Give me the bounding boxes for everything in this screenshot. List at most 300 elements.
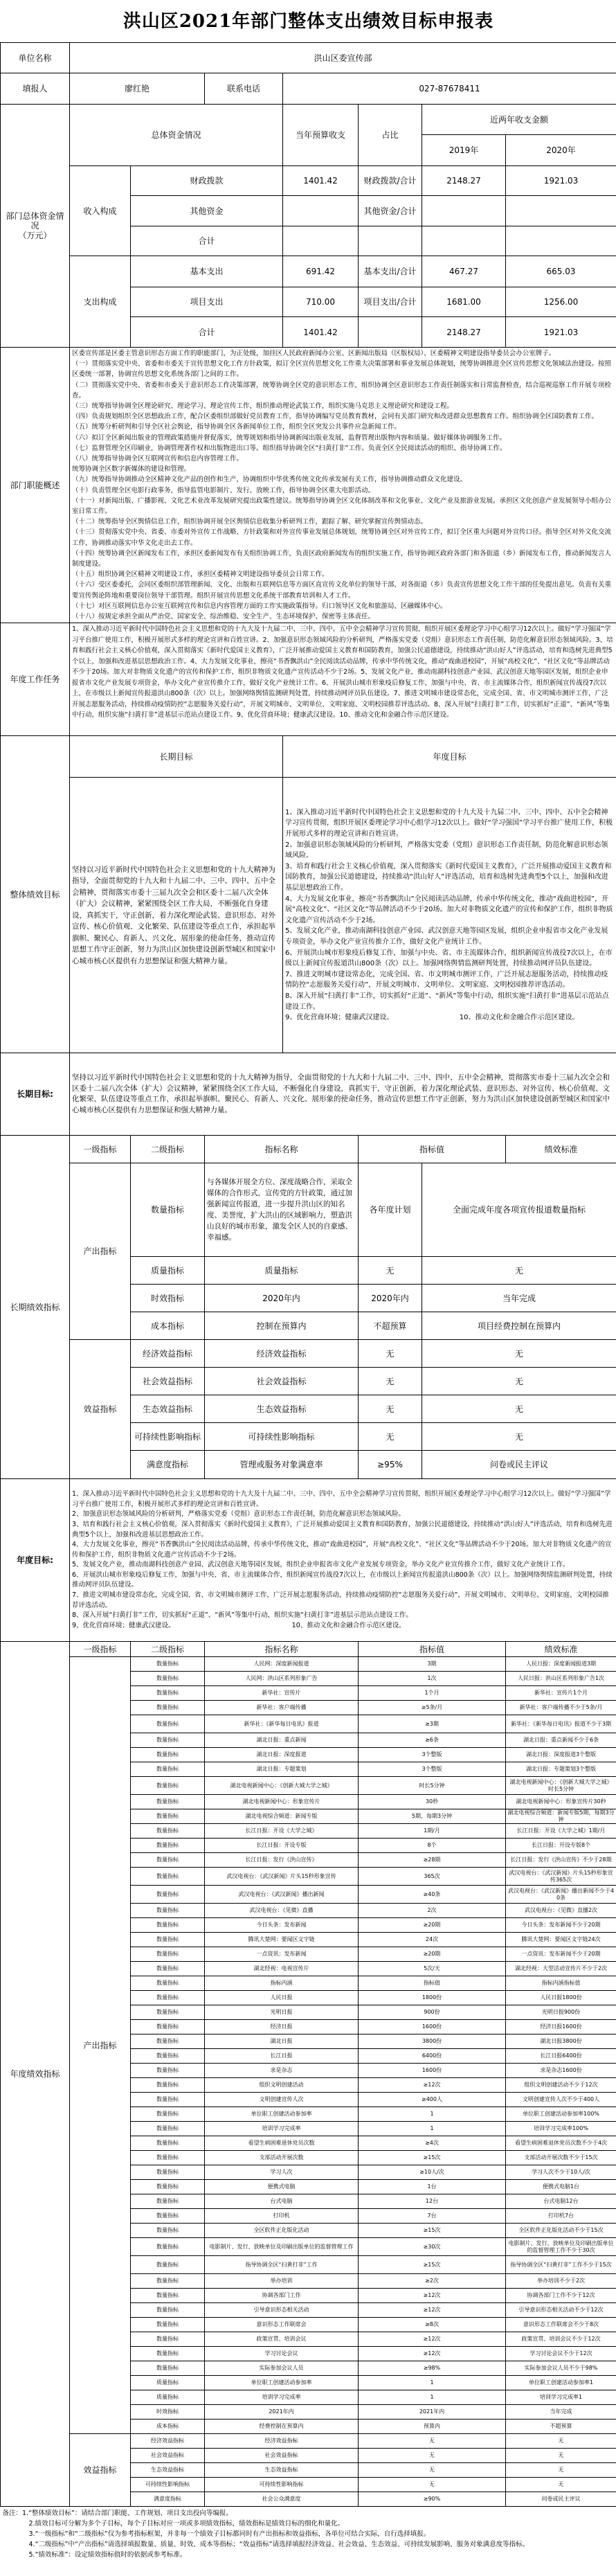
indicator-value: 1次: [359, 1672, 506, 1686]
level2-indicator: 时效指标: [131, 1285, 205, 1312]
indicator-name: 便携式电脑: [205, 2180, 359, 2194]
indicator-value: 365次: [359, 1868, 506, 1886]
fund-2020-value: 1256.00: [506, 287, 616, 317]
level2-indicator: 数量指标: [131, 2078, 205, 2093]
performance-standard: 打印机7台: [506, 2209, 616, 2224]
annual-goal-item: 2、加强意识形态领域风险的分析研判，严格落实党委（党组）意识形态工作责任制，防范化解意识形态领域风险。: [285, 840, 614, 861]
indicator-value: 3个整版: [359, 1748, 506, 1762]
indicator-name: 光明日报: [205, 2005, 359, 2020]
level2-indicator: 数量指标: [131, 1163, 205, 1257]
level2-indicator: 时效指标: [131, 2405, 205, 2420]
fund-item-name: 项目支出: [131, 287, 283, 317]
indicator-value: 无: [359, 1395, 422, 1423]
indicator-name: 单位职工创建活动参加率: [205, 2107, 359, 2122]
performance-standard: 组织文明创建活动不少于12次: [506, 2078, 616, 2093]
annual-goal-list: [283, 778, 616, 1053]
fund-ratio: [359, 317, 422, 348]
performance-standard: 求是杂志1600份: [506, 2064, 616, 2078]
indicator-name: 引导意识形态相关活动: [205, 2303, 359, 2318]
level2-indicator: 数量指标: [131, 1657, 205, 1672]
function-line: 区委宣传部是区委主管意识形态方面工作的职能部门，为正处级，加挂区人民政府新闻办公室、区新闻出版局（区版权局）、区委精神文明建设指导委员会办公室牌子。: [72, 348, 614, 359]
indicator-value: 2020年内: [359, 1285, 422, 1312]
unit-label: 单位名称: [1, 43, 70, 73]
level2-indicator: 数量指标: [131, 2224, 205, 2238]
performance-standard: 不超预算: [506, 2420, 616, 2434]
performance-standard: 湖北电视新闻中心：形象宣传片30秒: [506, 1795, 616, 1809]
indicator-value: 3800份: [359, 2034, 506, 2049]
indicator-value: ≥2次: [359, 2274, 506, 2289]
indicator-name: 支部活动开展次数: [205, 2151, 359, 2165]
performance-standard: 项目经费控制在预算内: [422, 1312, 616, 1340]
indicator-value: ≥95%: [359, 1451, 422, 1479]
fund-item-name: 基本支出: [131, 256, 283, 287]
col-level2: 二级指标: [131, 1136, 205, 1163]
annual-goal-item: 3、培育和践行社会主义核心价值观，深入贯彻落实《新时代爱国主义教育》，广泛开展推动爱国主义教育和国防教育，加强公民道德建设，持续推动“洪山好人”评选活动，培育和选树先进典型5个以上，加强和改进基层思想政治工作。: [72, 1520, 614, 1540]
level2-indicator: 数量指标: [131, 1868, 205, 1886]
level2-indicator: 质量指标: [131, 1257, 205, 1285]
indicator-name: 经济日报: [205, 2020, 359, 2034]
indicator-value: ≥400人: [359, 2093, 506, 2107]
level2-indicator: 数量指标: [131, 2289, 205, 2303]
level2-indicator: 生态效益指标: [131, 2463, 205, 2478]
functions-label: 部门职能概述: [1, 348, 70, 623]
indicator-name: 与各媒体开展全方位、深度战略合作，采取全媒体的合作形式，宣传党的方针政策，通过加强新闻宣传报道，进一步提升洪山区的知名度、美誉度，扩大洪山的区域影响力，塑造洪山良好的城市形象，激发全区人民的自豪感、幸福感。: [205, 1163, 359, 1257]
annual-goal-item: 6、开展洪山城市形象疫后修复工作，加强与中央、省、市主流媒体合作，组织新闻宣传战役7次以上，在市级以上新闻宣传报道洪山800条（次）以上。加强网络舆情监测研判处置，持续推动网评员队伍建设。: [285, 948, 614, 969]
function-line: （十六）受区委委托，会同区委组织部管理新闻、文化、出版和互联网信息等方面区直宣传文化单位的领导干部，对各街道（乡）负责宣传思想文化工作干部的任免提出意见。负责有关重要宣传舆论阵地和重要岗位领导干部管理。组织开展宣传思想文化系统干部教育培训和人才工作。: [72, 580, 614, 600]
phone-label: 联系电话: [205, 73, 283, 105]
indicator-name: 打印机: [205, 2209, 359, 2224]
filler-label: 填报人: [1, 73, 70, 105]
col-2019: 2019年: [422, 135, 506, 166]
indicator-value: 3个整版: [359, 1762, 506, 1777]
performance-standard: 文明创建宣传人次不少于400人: [506, 2093, 616, 2107]
level2-indicator: 数量指标: [131, 1748, 205, 1762]
indicator-value: ≥12次: [359, 2078, 506, 2093]
level2-indicator: 经济效益指标: [131, 1340, 205, 1368]
indicator-name: 经济效益指标: [205, 1340, 359, 1368]
annual-goal-item: 4、大力发展文化事业，擦亮“书香飘洪山”全民阅读活动品牌，传承中华传统文化，推动“戏曲进校园”，开展“高校文化”、“社区文化”等品牌活动不少于20场。加大对非物质文化遗产的宣传和保护工作，组织非物质文化遗产宣传活动不少于2场。: [285, 894, 614, 927]
col-ratio: 占比: [359, 105, 422, 166]
indicator-value: 无: [359, 2434, 506, 2449]
indicator-name: 湖北电视新闻中心：形象宣传片: [205, 1795, 359, 1809]
long-term-goal-text: 坚持以习近平新时代中国特色社会主义思想和党的十九大精神为指导，全面贯彻党的十九大和十九届二中、三中、四中、五中全会精神，贯彻落实市委十三届九次全会和区委十二届八次全体（扩大）会议精神，紧紧围绕全区工作大局，不断强化自身建设，真抓实干，守正创新，着力深化理论武装、意识形态、对外宣传、核心价值观、文化繁荣、队伍建设等重点工作，承担起举旗帜、聚民心、育新人、兴文化、展形象的使命任务，推动宣传思想工作守正创新，努力为洪山区加快建设创新型城区和国家中心城市核心区提供有力思想保证和强大精神力量。: [70, 778, 283, 1053]
long-term-label: 长期目标:: [1, 1053, 70, 1136]
fund-2019-value: 1681.00: [422, 287, 506, 317]
performance-standard: 单位职工创建活动参加率1: [506, 2376, 616, 2390]
annual-goal-item: 9、优化营商环境；健康武汉建设。 10、推动文化和金融合作示范区建设。: [285, 1012, 614, 1023]
performance-standard: 新华社：《新华每日电讯》报道不少于3期: [506, 1715, 616, 1733]
note-line: 3.“一级指标”和“二级指标”仅为参考指标框架，并非每一个绩效子目标都同时有产出指标和效益指标，各单位可结合实际，自行选择填报。: [3, 2529, 615, 2539]
fund-budget-value: [283, 196, 359, 226]
level2-indicator: 数量指标: [131, 2209, 205, 2224]
indicator-value: 1: [359, 2390, 506, 2405]
indicator-name: 协调各部门工作: [205, 2289, 359, 2303]
level2-indicator: 质量指标: [131, 2376, 205, 2390]
indicator-value: ≥90%: [359, 2492, 506, 2507]
output-indicator-label: 产出指标: [70, 1657, 131, 2434]
indicator-value: 不超预算: [359, 1312, 422, 1340]
performance-standard: 协调各部门工作不少于12次: [506, 2289, 616, 2303]
level2-indicator: 数量指标: [131, 1795, 205, 1809]
performance-standard: 电影制片、发行、放映单位及印刷出版单位的监督管理工作不少于30次: [506, 2238, 616, 2256]
indicator-value: 5次/天: [359, 1962, 506, 1976]
indicator-value: ≥3期: [359, 1715, 506, 1733]
indicator-name: 湖北电视新闻中心：《创新大城大学之城》: [205, 1777, 359, 1795]
indicator-value: 2021年内: [359, 2405, 506, 2420]
level2-indicator: 可持续性影响指标: [131, 2478, 205, 2492]
indicator-value: ≥10人/次: [359, 2165, 506, 2180]
indicator-name: 一点资讯：发布新闻: [205, 1947, 359, 1962]
indicator-value: ≥12次: [359, 2303, 506, 2318]
performance-standard: 培训学习完成率100%: [506, 2122, 616, 2136]
indicator-value: 各年度计划: [359, 1163, 422, 1257]
indicator-name: 经济效益指标: [205, 2434, 359, 2449]
function-line: （十七）对区互联网信息办公室互联网宣传和信息内容管理方面的工作实施政策指导。归口领导区文化和旅游局、区融媒体中心。: [72, 601, 614, 611]
indicator-value: 30秒: [359, 1795, 506, 1809]
performance-standard: 新华社：宣传片1个月: [506, 1686, 616, 1701]
performance-standard: 单位职工创建活动参加率100%: [506, 2107, 616, 2122]
col-indicator-value: 指标值: [359, 1136, 506, 1163]
function-line: （十二）统筹指导全区舆情信息工作，组织协调开展全区舆情信息收集分析研判工作，跟踪了解、研究掌握宣传舆情动态。: [72, 517, 614, 527]
level2-indicator: 数量指标: [131, 1672, 205, 1686]
fund-2019-value: 467.27: [422, 256, 506, 287]
col-standard: 绩效标准: [506, 1136, 616, 1163]
performance-standard: 全区软件正化版化活动不少于15次: [506, 2224, 616, 2238]
indicator-value: 指标值: [359, 1976, 506, 1991]
level2-indicator: 数量指标: [131, 1809, 205, 1824]
level2-indicator: 数量指标: [131, 1991, 205, 2005]
performance-standard: 长江日报6400份: [506, 2049, 616, 2064]
level2-indicator: 数量指标: [131, 2122, 205, 2136]
performance-standard: 指标内涵指标值: [506, 1976, 616, 1991]
indicator-value: 6400份: [359, 2049, 506, 2064]
fund-2020-value: 1921.03: [506, 317, 616, 348]
performance-standard: 长江日报：发行《洪山宣传》不少于28期: [506, 1853, 616, 1868]
level2-indicator: 生态效益指标: [131, 1395, 205, 1423]
function-line: （二）贯彻落实党中央、省委和市委关于意识形态工作决策部署，统筹协调全区党的意识形态工作，组织协调全区意识形态工作责任制落实和日常监督检查，结合巡视巡察工作开展专项检查。: [72, 380, 614, 401]
level2-indicator: 数量指标: [131, 2238, 205, 2256]
col-2020: 2020年: [506, 135, 616, 166]
notes: [1, 2507, 616, 2576]
indicator-name: 武汉电视台：《武汉新闻》播出新闻: [205, 1886, 359, 1904]
annual-goal-label: 年度目标:: [1, 1479, 70, 1642]
level2-indicator: 社会效益指标: [131, 1368, 205, 1395]
indicator-value: 无: [359, 2478, 506, 2492]
level2-indicator: 数量指标: [131, 2136, 205, 2151]
indicator-name: 电影制片、发行、放映单位及印刷出版单位的监督管理工作: [205, 2238, 359, 2256]
indicator-value: 1: [359, 2122, 506, 2136]
performance-standard: 当年完成: [506, 2405, 616, 2420]
indicator-name: 湖北日报：重点新闻: [205, 1733, 359, 1748]
performance-standard: 问卷或民主评议: [506, 2492, 616, 2507]
indicator-name: 意识形态工作联席会: [205, 2318, 359, 2332]
phone-value: 027-87678411: [283, 73, 616, 105]
fund-item-name: 合计: [131, 226, 283, 256]
performance-standard: 意识形态工作联席会不少于8次: [506, 2318, 616, 2332]
performance-standard: 湖北日报：重点新闻不少于6条: [506, 1733, 616, 1748]
indicator-value: 无: [359, 1340, 422, 1368]
level2-indicator: 数量指标: [131, 1686, 205, 1701]
fund-item-name: 财政拨款: [131, 166, 283, 196]
indicator-name: 新华社：宣传片: [205, 1686, 359, 1701]
indicator-value: 无: [359, 2449, 506, 2463]
performance-standard: 长江日报：开设《大学之城》1期/月: [506, 1824, 616, 1839]
level2-indicator: 经济效益指标: [131, 2434, 205, 2449]
performance-standard: 长江日报：开设专版8个: [506, 1839, 616, 1853]
indicator-name: 可持续性影响指标: [205, 1423, 359, 1451]
level2-indicator: 数量指标: [131, 1762, 205, 1777]
function-line: （十八）按规定承担全面从严治党、国家安全、综治维稳、安全生产、生态环境保护、保密等主体责任。: [72, 611, 614, 622]
indicator-name: 新华社：《新华每日电讯》报道: [205, 1715, 359, 1733]
indicator-name: 举办培训: [205, 2274, 359, 2289]
performance-standard: 武汉电视台：《见微》直播2次: [506, 1904, 616, 1918]
indicator-value: 12台: [359, 2194, 506, 2209]
level2-indicator: 数量指标: [131, 1824, 205, 1839]
function-line: （五）统筹分析研判和引导全区社会舆论，指导协调全区各新闻单位工作，组织全区突发公共事件应急新闻工作。: [72, 422, 614, 432]
indicator-name: 可持续性影响指标: [205, 2478, 359, 2492]
indicator-name: 长江日报：开设《大学之城》: [205, 1824, 359, 1839]
level2-indicator: 数量指标: [131, 1886, 205, 1904]
income-label: 收入构成: [70, 166, 131, 256]
indicator-value: 无: [359, 2463, 506, 2478]
indicator-value: ≥28期: [359, 1853, 506, 1868]
indicator-value: 8个: [359, 1839, 506, 1853]
indicator-name: 组织文明创建活动: [205, 2078, 359, 2093]
fund-ratio: 基本支出/合计: [359, 256, 422, 287]
col-recent-years: 近两年收支金额: [422, 105, 616, 135]
performance-standard: 湖北日报3800份: [506, 2034, 616, 2049]
col-budget: 当年预算收支: [283, 105, 359, 166]
indicator-name: 2021年内: [205, 2405, 359, 2420]
function-line: （十四）统筹协调全区新闻发布工作，承担区委新闻发布有关组织协调工作，负责区政府新闻发布的组织实施工作，指导协调区政府各部门和各街道（乡）新闻发布工作，推动新闻发言人制度建设。: [72, 548, 614, 569]
col-level1: 一级指标: [70, 1136, 131, 1163]
performance-standard: 台式电脑12台: [506, 2194, 616, 2209]
indicator-value: ≥15次: [359, 2151, 506, 2165]
performance-standard: 一点资讯：发布新闻不少于20期: [506, 1947, 616, 1962]
annual-goal-item: 7、推进文明城市建设常态化，完成全国、省、市文明城市测评工作，广泛开展志愿服务活动，持续推动疫情防控“志愿服务关爱行动”，开展文明城市、文明单位、文明家庭、文明校园推荐评选活动。: [72, 1591, 614, 1611]
col-indicator-value: 指标值: [359, 1642, 506, 1657]
performance-standard: 看望生病困难退休党员次数不少于4次: [506, 2136, 616, 2151]
col-level2: 二级指标: [131, 1642, 205, 1657]
function-line: （八）统筹指导协调全区互联网宣传和信息内容管理工作。: [72, 454, 614, 464]
fund-ratio: 其他资金/合计: [359, 196, 422, 226]
filler-value: 廖红艳: [70, 73, 205, 105]
annual-goal-item: 5、发展文化产业，推动南湖科技创意产业园、武汉创意天地等园区发展，组织企业申报省市文化产业发展专项资金，举办文化产业宣传推介工作，做好文化产业统计工作。: [72, 1560, 614, 1571]
indicator-name: 学习人次: [205, 2165, 359, 2180]
indicator-name: 看望生病困难退休党员次数: [205, 2136, 359, 2151]
annual-goal-item: 8、深入开展“扫黄打非”工作，切实抓好“正道”、“新风”等集中行动，组织实施“扫黄打非”进基层示范站点建设工作。: [285, 991, 614, 1012]
indicator-name: 新华社：客户端传播: [205, 1701, 359, 1715]
level2-indicator: 数量指标: [131, 2107, 205, 2122]
note-line: 2.绩效目标可分解为多个子目标，每个子目标对应一项或多项绩效指标，绩效指标是绩效目标的细化和量化。: [3, 2519, 615, 2529]
function-line: （十三）贯彻落实党中央、省委、市委对外宣传工作战略、方针政策和对外宣传事业发展总体规划，统筹协调全区对外宣传工作，拟订全区重大问题对外宣传口径。指导全区对外文化交流工作，协调推动落实中华文化走出去工作。: [72, 527, 614, 548]
level2-indicator: 数量指标: [131, 2034, 205, 2049]
function-line: （十）负责管理全区电影行政事务，指导监管电影制片、发行、放映工作，指导协调全区重大电影活动。: [72, 485, 614, 496]
performance-standard: 培训学习完成率1: [506, 2390, 616, 2405]
col-level1: 一级指标: [70, 1642, 131, 1657]
function-line: （六）拟订全区新闻出版业的管理政策措施并督促落实，统筹规划和指导协调新闻出版业发展，监督管理出版物内容和质量。做好媒体协调服务工作。: [72, 433, 614, 443]
indicator-value: 无: [359, 1423, 422, 1451]
performance-standard: 无: [422, 1340, 616, 1368]
level2-indicator: 数量指标: [131, 2093, 205, 2107]
level2-indicator: 数量指标: [131, 1976, 205, 1991]
indicator-value: 24次: [359, 1933, 506, 1947]
col-indicator-name: 指标名称: [205, 1642, 359, 1657]
indicator-name: 质量指标: [205, 1257, 359, 1285]
indicator-value: 时长5分钟: [359, 1777, 506, 1795]
level2-indicator: 数量指标: [131, 2151, 205, 2165]
indicator-name: 人民日报: [205, 1991, 359, 2005]
level2-indicator: 数量指标: [131, 1853, 205, 1868]
indicator-name: 指标内涵: [205, 1976, 359, 1991]
performance-standard: 今日头条：发布新闻不少于20期: [506, 1918, 616, 1933]
expense-label: 支出构成: [70, 256, 131, 348]
performance-standard: 无: [506, 2434, 616, 2449]
function-line: （三）统筹指导协调全区理论研究、理论学习、理论宣传工作，组织推动理论武装工作，组织实施马克思主义理论研究和建设工程。: [72, 401, 614, 411]
indicator-name: 社会公众满意度: [205, 2492, 359, 2507]
level2-indicator: 数量指标: [131, 2194, 205, 2209]
benefit-indicator-label: 效益指标: [70, 1340, 131, 1479]
indicator-value: ≥12次: [359, 2332, 506, 2347]
indicator-name: 人民网：深度新闻报道: [205, 1657, 359, 1672]
fund-budget-value: 691.42: [283, 256, 359, 287]
indicator-value: ≥15次: [359, 2256, 506, 2274]
indicator-value: ≥5条/月: [359, 1701, 506, 1715]
indicator-value: 1期/月: [359, 1824, 506, 1839]
performance-standard: 便携式电脑1台: [506, 2180, 616, 2194]
indicator-value: ≥20期: [359, 1947, 506, 1962]
fund-item-name: 合计: [131, 317, 283, 348]
level2-indicator: 数量指标: [131, 1947, 205, 1962]
performance-standard: 无: [422, 1395, 616, 1423]
level2-indicator: 数量指标: [131, 2361, 205, 2376]
long-indicators-label: 长期绩效指标: [1, 1136, 70, 1479]
performance-standard: 实际参加会议人员不少于98%: [506, 2361, 616, 2376]
fund-budget-value: 1401.42: [283, 317, 359, 348]
performance-standard: 支部活动开展次数不少于15次: [506, 2151, 616, 2165]
annual-goal-item: 1、深入推动习近平新时代中国特色社会主义思想和党的十九大及十九届二中、三中、四中、五中全会精神学习宣传贯彻，组织开展区委理论学习中心组学习12次以上。做好“学习强国”学习平台推广使用工作，积极开展形式多样的理论宣讲和百姓宣讲。: [285, 807, 614, 840]
annual-tasks-label: 年度工作任务: [1, 623, 70, 736]
level2-indicator: 数量指标: [131, 1839, 205, 1853]
fund-2019-value: 2148.27: [422, 317, 506, 348]
indicator-value: ≥6条: [359, 1733, 506, 1748]
indicator-name: 控制在预算内: [205, 1312, 359, 1340]
indicator-value: 7台: [359, 2209, 506, 2224]
indicator-name: 湖北日报: [205, 2034, 359, 2049]
level2-indicator: 满意度指标: [131, 1451, 205, 1479]
indicator-name: 生态效益指标: [205, 2463, 359, 2478]
performance-standard: 湖北日报：深度报道3个整版: [506, 1748, 616, 1762]
performance-standard: 无: [422, 1368, 616, 1395]
level2-indicator: 数量指标: [131, 1933, 205, 1947]
indicator-name: 社会效益指标: [205, 1368, 359, 1395]
indicator-value: ≥8次: [359, 2318, 506, 2332]
benefit-indicator-label: 效益指标: [70, 2434, 131, 2507]
indicator-name: 武汉电视台：《武汉新闻》片头15秒形象宣传: [205, 1868, 359, 1886]
performance-standard: 新华社：客户端传播不少于5条/月: [506, 1701, 616, 1715]
indicator-value: 无: [359, 1257, 422, 1285]
indicator-value: 2次: [359, 1904, 506, 1918]
functions-text: [70, 348, 616, 623]
indicator-name: 湖北日报：专题策划: [205, 1762, 359, 1777]
annual-goal-item: 5、发展文化产业，推动南湖科技创意产业园、武汉创意天地等园区发展，组织企业申报省市文化产业发展专项资金，举办文化产业宣传推介工作，做好文化产业统计工作。: [285, 926, 614, 947]
performance-standard: 腾讯大楚网：要闻区文字链24次: [506, 1933, 616, 1947]
level2-indicator: 数量指标: [131, 1701, 205, 1715]
fund-ratio: 项目支出/合计: [359, 287, 422, 317]
fund-ratio: 财政拨款/合计: [359, 166, 422, 196]
output-indicator-label: 产出指标: [70, 1163, 131, 1340]
level2-indicator: 质量指标: [131, 2390, 205, 2405]
indicator-value: 1600份: [359, 2020, 506, 2034]
level2-indicator: 可持续性影响指标: [131, 1423, 205, 1451]
fund-ratio: [359, 226, 422, 256]
indicator-value: 1台: [359, 2180, 506, 2194]
annual-goal-item: 4、大力发展文化事业，擦亮“书香飘洪山”全民阅读活动品牌，传承中华传统文化，推动“戏曲进校园”，开展“高校文化”、“社区文化”等品牌活动不少于20场。加大对非物质文化遗产的宣传和保护工作，组织非物质文化遗产宣传活动不少于2场。: [72, 1540, 614, 1560]
indicator-name: 实际参加会议人员: [205, 2361, 359, 2376]
performance-standard: 武汉电视台：《武汉新闻》片头15秒形象宣传365次: [506, 1868, 616, 1886]
indicator-value: 预算内: [359, 2420, 506, 2434]
function-line: 统筹协调全区数字新媒体的建设和管理。: [72, 464, 614, 474]
function-line: （一）贯彻落实党中央、省委和市委关于宣传思想文化工作方针政策，拟订全区宣传思想文化工作重大决策部署和事业发展总体规划，统筹协调推进全区宣传思想文化领域法治建设。按照区委统一部署，协调宣传思想文化系统各部门之间的工作。: [72, 359, 614, 379]
col-annual: 年度目标: [283, 736, 616, 778]
performance-standard: 湖北电视综合频道：新闻专版5期，每期3分钟: [506, 1809, 616, 1824]
indicator-name: 今日头条：发布新闻: [205, 1918, 359, 1933]
performance-standard: 学习人次不少于10人/次: [506, 2165, 616, 2180]
note-line: 5.“绩效标准”：设定绩效指标值时的依据或参考标准。: [3, 2550, 615, 2560]
level2-indicator: 数量指标: [131, 2049, 205, 2064]
level2-indicator: 数量指标: [131, 1715, 205, 1733]
col-standard: 绩效标准: [506, 1642, 616, 1657]
function-line: （十五）组织协调全区精神文明建设工作，承担区委精神文明建设指导委员会日常工作。: [72, 569, 614, 580]
performance-standard: 全面完成年度各项宣传报道数量指标: [422, 1163, 616, 1257]
annual-goal-item: 1、深入推动习近平新时代中国特色社会主义思想和党的十九大及十九届二中、三中、四中、五中全会精神学习宣传贯彻，组织开展区委理论学习中心组学习12次以上。做好“学习强国”学习平台推广使用工作，积极开展形式多样的理论宣讲和百姓宣讲。: [72, 1490, 614, 1510]
fund-2019-value: [422, 196, 506, 226]
note-line: 备注：1.“整体绩效目标”：请结合部门职能、工作规划、项目支出投向等编报。: [3, 2508, 615, 2519]
performance-standard: 引导意识形态相关活动不少于12次: [506, 2303, 616, 2318]
level2-indicator: 成本指标: [131, 1312, 205, 1340]
indicator-value: ≥12次: [359, 2347, 506, 2361]
performance-standard: 无: [506, 2449, 616, 2463]
indicator-value: 3期: [359, 1657, 506, 1672]
indicator-name: 政策宣贯、培训会议: [205, 2332, 359, 2347]
performance-standard: 当年完成: [422, 1285, 616, 1312]
level2-indicator: 数量指标: [131, 2256, 205, 2274]
indicator-name: 学习讨论会议: [205, 2347, 359, 2361]
performance-standard: 人民日报：洪山区系列形象广告1次: [506, 1672, 616, 1686]
performance-standard: 无: [422, 1257, 616, 1285]
annual-goal-item: 8、深入开展“扫黄打非”工作，切实抓好“正道”、“新风”等集中行动，组织实施“扫黄打非”进基层示范站点建设工作。: [72, 1611, 614, 1621]
indicator-name: 全区软件正化版化活动: [205, 2224, 359, 2238]
indicator-value: 900份: [359, 2005, 506, 2020]
long-term-text: 坚持以习近平新时代中国特色社会主义思想和党的十九大精神为指导，全面贯彻党的十九大和十九届二中、三中、四中、五中全会精神，贯彻落实市委十三届九次全会和区委十二届八次全体（扩大）会议精神，紧紧围绕全区工作大局，不断强化自身建设，真抓实干，守正创新，着力深化理论武装、意识形态、对外宣传、核心价值观、文化繁荣、队伍建设等重点工作，承担起举旗帜、聚民心、育新人、兴文化、展形象的使命任务，推动宣传思想工作守正创新，努力为洪山区加快建设创新型城区和国家中心城市核心区提供有力思想保证和强大精神力量。: [70, 1053, 616, 1136]
indicator-value: ≥20期: [359, 1918, 506, 1933]
indicator-value: 1600份: [359, 2064, 506, 2078]
performance-standard: 湖北日报：专题策划3个整版: [506, 1762, 616, 1777]
annual-indicators-label: 年度绩效指标: [1, 1642, 70, 2507]
annual-goal-item: 7、推进文明城市建设常态化，完成全国、省、市文明城市测评工作，广泛开展志愿服务活动，持续推动疫情防控“志愿服务关爱行动”，开展文明城市、文明单位、文明家庭、文明校园推荐评选活动。: [285, 969, 614, 991]
indicator-name: 湖北经视：电视宣传片: [205, 1962, 359, 1976]
indicator-name: 长江日报：开设专版: [205, 1839, 359, 1853]
performance-standard: 指导协调全区“扫黄打非”工作不少于15次: [506, 2256, 616, 2274]
col-overall-funds: 总体资金情况: [70, 105, 283, 166]
indicator-value: 1: [359, 2107, 506, 2122]
level2-indicator: 数量指标: [131, 2064, 205, 2078]
note-line: 4.“二级指标”中“产出指标”请选择填报数量、质量、时效、成本等指标；“效益指标”请选择填报经济效益、社会效益、生态效益、可持续发展影响、服务对象满意度等指标。: [3, 2539, 615, 2550]
fund-budget-value: 710.00: [283, 287, 359, 317]
level2-indicator: 数量指标: [131, 2332, 205, 2347]
level2-indicator: 数量指标: [131, 2020, 205, 2034]
indicator-name: 指导协调全区“扫黄打非”工作: [205, 2256, 359, 2274]
